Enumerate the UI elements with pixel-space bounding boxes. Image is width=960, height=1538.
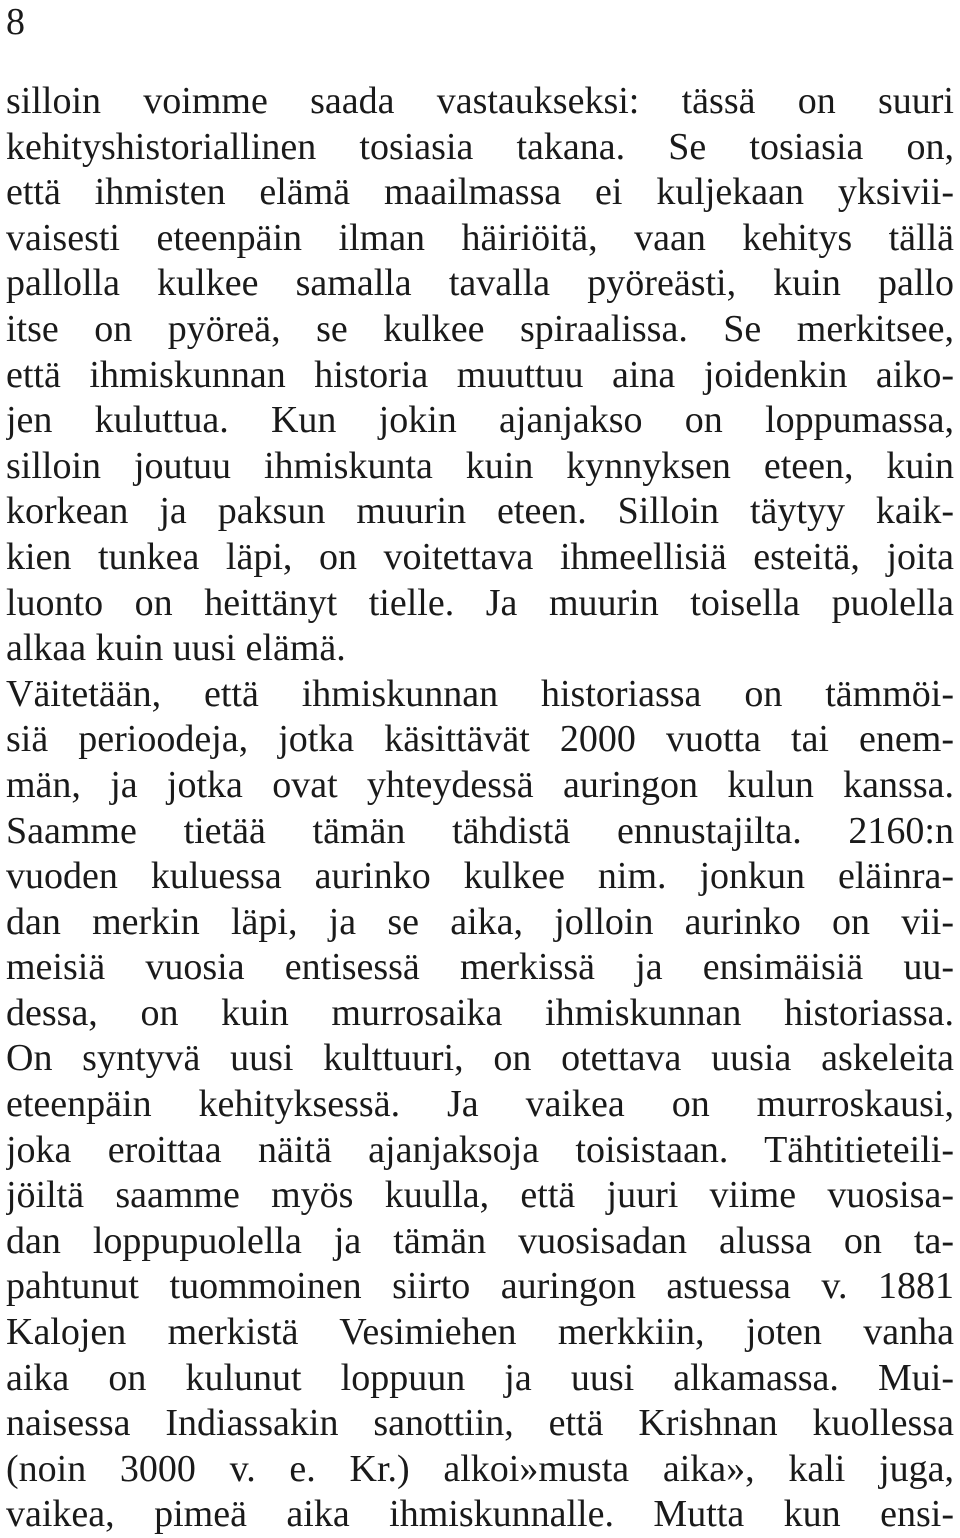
text-line: (noin 3000 v. e. Kr.) alkoi»musta aika», kali juga, — [6, 1447, 954, 1490]
page-number: 8 — [6, 1, 25, 43]
text-line: pahtunut tuommoinen siirto auringon astuessa v. 1881 — [6, 1265, 954, 1308]
text-line: eteenpäin kehityksessä. Ja vaikea on murroskausi, — [6, 1083, 954, 1126]
text-line: vaikea, pimeä aika ihmiskunnalle. Mutta kun ensi- — [6, 1493, 954, 1536]
text-line: korkean ja paksun muurin eteen. Silloin täytyy kaik- — [6, 490, 954, 533]
text-line: Väitetään, että ihmiskunnan historiassa on tämmöi- — [6, 672, 954, 715]
text-line: meisiä vuosia entisessä merkissä ja ensimäisiä uu- — [6, 946, 954, 989]
text-line: joka eroittaa näitä ajanjaksoja toisistaan. Tähtitieteili- — [6, 1128, 954, 1171]
body-text — [6, 79, 954, 1538]
text-line: jöiltä saamme myös kuulla, että juuri viime vuosisa- — [6, 1174, 954, 1217]
text-line: dan loppupuolella ja tämän vuosisadan alussa on ta- — [6, 1219, 954, 1262]
text-line: dan merkin läpi, ja se aika, jolloin aurinko on vii- — [6, 900, 954, 943]
text-line: Kalojen merkistä Vesimiehen merkkiin, joten vanha — [6, 1311, 954, 1354]
text-line: naisessa Indiassakin sanottiin, että Krishnan kuollessa — [6, 1402, 954, 1445]
text-line: män, ja jotka ovat yhteydessä auringon kulun kanssa. — [6, 763, 954, 806]
text-line: kehityshistoriallinen tosiasia takana. Se tosiasia on, — [6, 125, 954, 168]
text-line: alkaa kuin uusi elämä. — [6, 627, 346, 670]
text-line: aika on kulunut loppuun ja uusi alkamassa. Mui- — [6, 1356, 954, 1399]
text-line: vaisesti eteenpäin ilman häiriöitä, vaan kehitys tällä — [6, 216, 954, 259]
text-line: luonto on heittänyt tielle. Ja muurin toisella puolella — [6, 581, 954, 624]
text-line: itse on pyöreä, se kulkee spiraalissa. Se merkitsee, — [6, 307, 954, 350]
text-line: silloin joutuu ihmiskunta kuin kynnyksen eteen, kuin — [6, 444, 954, 487]
text-line: että ihmiskunnan historia muuttuu aina joidenkin aiko- — [6, 353, 954, 396]
text-line: Saamme tietää tämän tähdistä ennustajilta. 2160:n — [6, 809, 954, 852]
text-line: vuoden kuluessa aurinko kulkee nim. jonkun eläinra- — [6, 855, 954, 898]
text-line: että ihmisten elämä maailmassa ei kuljekaan yksivii- — [6, 171, 954, 214]
text-line: silloin voimme saada vastaukseksi: tässä on suuri — [6, 80, 954, 122]
text-line: pallolla kulkee samalla tavalla pyöreästi, kuin pallo — [6, 262, 954, 305]
text-line: kien tunkea läpi, on voitettava ihmeellisiä esteitä, joita — [6, 535, 954, 578]
text-line: jen kuluttua. Kun jokin ajanjakso on loppumassa, — [6, 399, 954, 442]
text-line: On syntyvä uusi kulttuuri, on otettava uusia askeleita — [6, 1037, 954, 1080]
text-line: siä perioodeja, jotka käsittävät 2000 vuotta tai enem- — [6, 718, 954, 761]
text-line: dessa, on kuin murrosaika ihmiskunnan historiassa. — [6, 991, 954, 1034]
